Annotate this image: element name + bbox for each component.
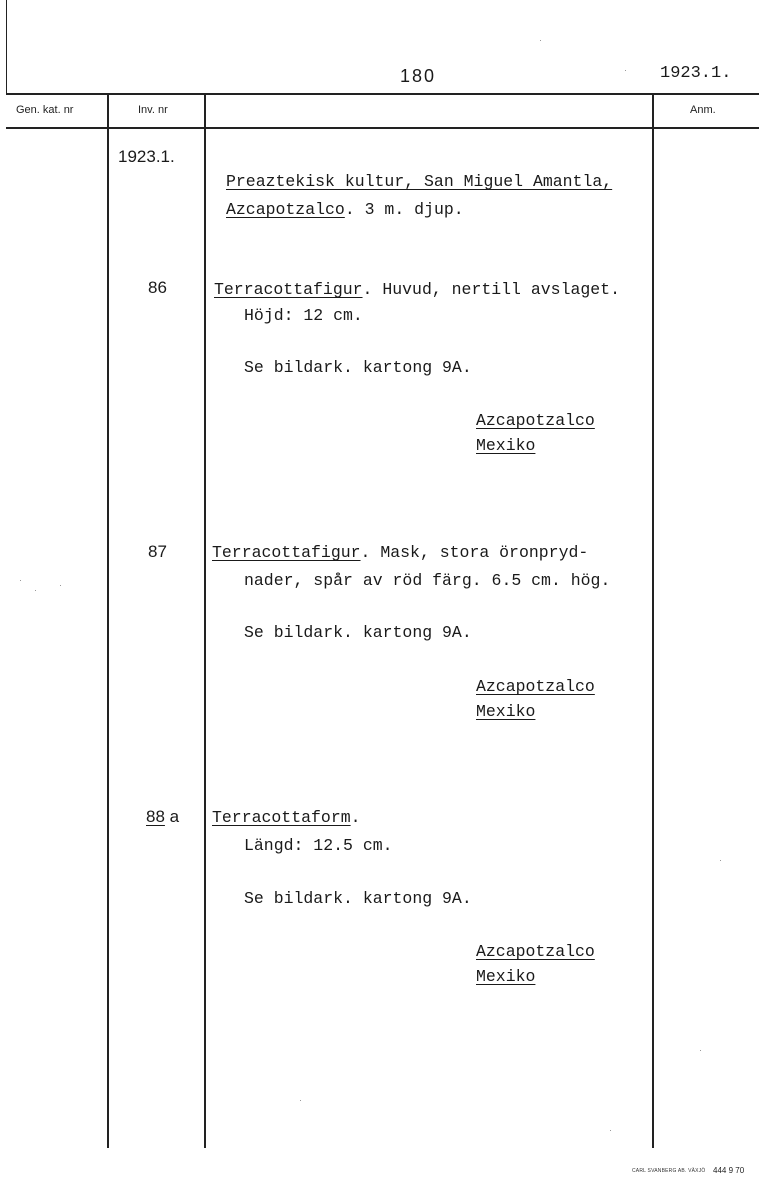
entry-86-place: Azcapotzalco [476,411,595,430]
scan-speck [60,585,61,586]
scan-speck [610,1130,611,1131]
intro-culture-line: Preaztekisk kultur, San Miguel Amantla, [226,172,613,191]
column-header-anm: Anm. [690,104,716,116]
entry-86-title: Terracottafigur [214,280,363,299]
intro-location-name: Azcapotzalco [226,200,345,219]
entry-86-country: Mexiko [476,436,536,455]
entry-88a-place: Azcapotzalco [476,942,595,961]
page-number: 180 [400,66,437,86]
intro-inventory-number: 1923.1. [118,147,175,166]
intro-depth: . 3 m. djup. [344,200,464,219]
entry-88a-length: Längd: 12.5 cm. [244,836,393,855]
entry-86-desc: . Huvud, nertill avslaget. [362,280,620,299]
entry-87-desc: . Mask, stora öronpryd- [360,543,589,562]
entry-88a-description-line1 [212,808,361,827]
printer-name: CARL SVANBERG AB. VÄXJÖ [632,1168,706,1174]
column-divider-inv [204,93,206,1148]
entry-86-description-line1 [214,280,620,299]
left-edge-line [6,0,7,93]
entry-88a-desc: . [350,808,361,827]
column-divider-gen-kat [107,93,109,1148]
entry-86-image-reference: Se bildark. kartong 9A. [244,358,472,377]
entry-87-title: Terracottafigur [212,543,361,562]
entry-88a-suffix: a [169,807,180,826]
scan-speck [20,580,21,581]
entry-87-country: Mexiko [476,702,536,721]
catalog-reference: 1923.1. [660,64,732,83]
column-divider-anm [652,93,654,1148]
header-top-rule [6,93,759,95]
entry-88a-image-reference: Se bildark. kartong 9A. [244,889,472,908]
printer-imprint [632,1168,706,1174]
entry-86-height: Höjd: 12 cm. [244,306,363,325]
entry-87-image-reference: Se bildark. kartong 9A. [244,623,472,642]
entry-88a-country: Mexiko [476,967,536,986]
entry-87-place: Azcapotzalco [476,677,595,696]
entry-86-inventory-number: 86 [148,278,167,297]
entry-87-description-line1 [212,543,588,562]
scan-speck [540,40,541,41]
scan-speck [625,70,626,71]
entry-87-inventory-number: 87 [148,542,167,561]
intro-location-line [226,200,464,219]
form-code: 444 9 70 [713,1166,745,1175]
scan-speck [300,1100,301,1101]
entry-87-description-line2: nader, spår av röd färg. 6.5 cm. hög. [244,571,611,590]
scan-speck [700,1050,701,1051]
column-header-inv-nr: Inv. nr [138,104,168,116]
entry-88a-title: Terracottaform [212,808,351,827]
scan-speck [720,860,721,861]
scan-speck [35,590,36,591]
header-bottom-rule [6,127,759,129]
entry-88a-number: 88 [146,807,165,826]
column-header-gen-kat-nr: Gen. kat. nr [16,104,74,116]
entry-88a-inventory-number [146,807,179,827]
